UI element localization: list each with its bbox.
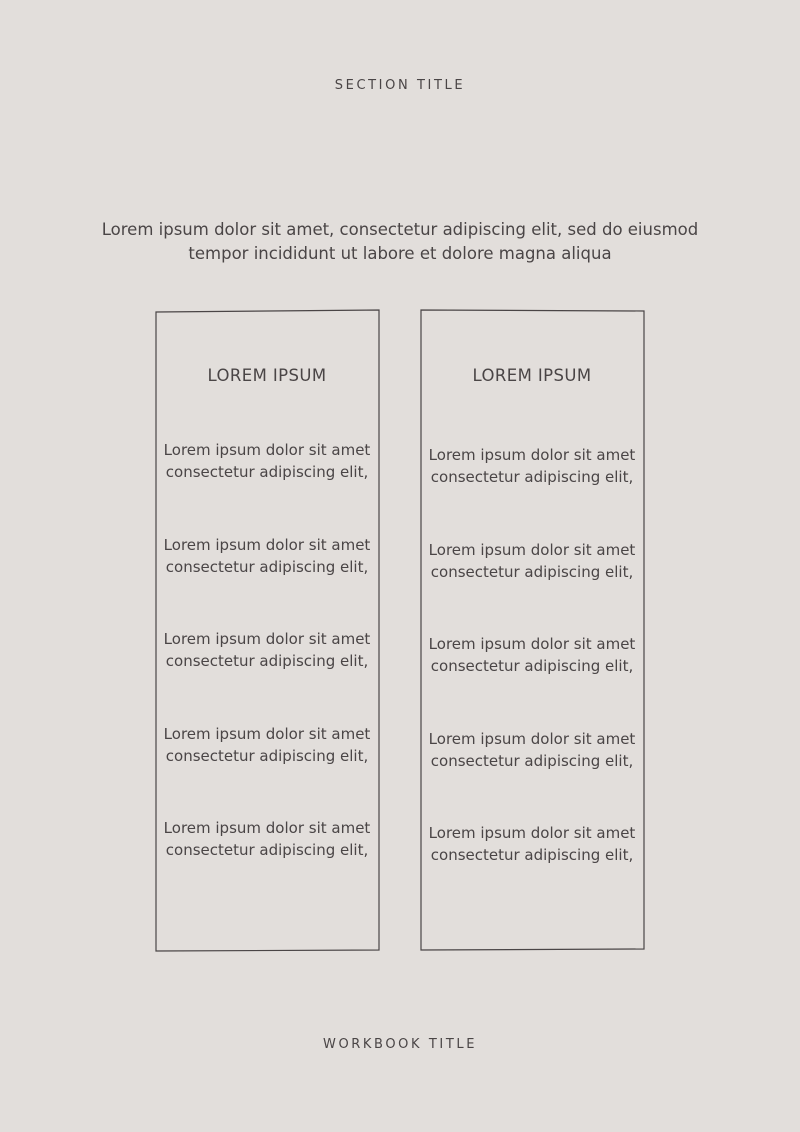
- left-column: [156, 311, 378, 912]
- list-item: Lorem ipsum dolor sit amet consectetur adipiscing elit,: [163, 441, 371, 482]
- right-column: [421, 311, 643, 917]
- list-item: Lorem ipsum dolor sit amet consectetur adipiscing elit,: [163, 819, 371, 860]
- workbook-title: WORKBOOK TITLE: [322, 1037, 478, 1052]
- list-item: Lorem ipsum dolor sit amet consectetur adipiscing elit,: [428, 729, 636, 770]
- list-item: Lorem ipsum dolor sit amet consectetur adipiscing elit,: [163, 724, 371, 765]
- list-item: Lorem ipsum dolor sit amet consectetur adipiscing elit,: [428, 824, 636, 865]
- list-item: Lorem ipsum dolor sit amet consectetur adipiscing elit,: [428, 635, 636, 676]
- column-heading: LOREM IPSUM: [472, 366, 592, 385]
- list-item: Lorem ipsum dolor sit amet consectetur adipiscing elit,: [428, 446, 636, 487]
- list-item: Lorem ipsum dolor sit amet consectetur adipiscing elit,: [428, 540, 636, 581]
- section-title: SECTION TITLE: [334, 78, 466, 93]
- column-items: [421, 444, 643, 917]
- list-item: Lorem ipsum dolor sit amet consectetur adipiscing elit,: [163, 535, 371, 576]
- intro-paragraph: Lorem ipsum dolor sit amet, consectetur adipiscing elit, sed do eiusmod tempor incididunt ut labore et dolore magna aliqua: [101, 220, 699, 263]
- column-heading: LOREM IPSUM: [207, 366, 327, 385]
- column-items: [156, 439, 378, 912]
- list-item: Lorem ipsum dolor sit amet consectetur adipiscing elit,: [163, 630, 371, 671]
